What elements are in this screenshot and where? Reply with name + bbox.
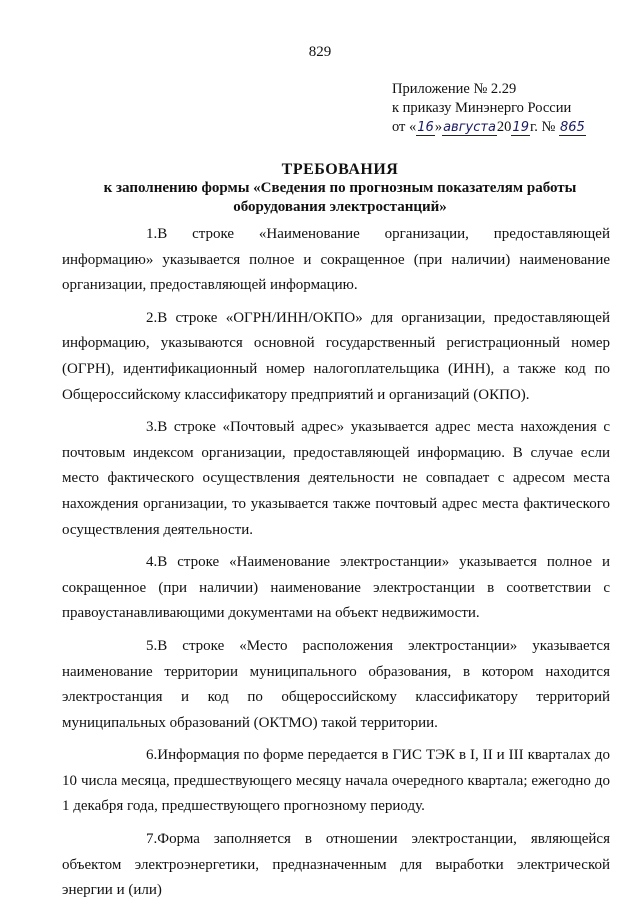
handwritten-day: 16 bbox=[417, 120, 434, 135]
date-year-prefix: 20 bbox=[496, 119, 512, 135]
paragraph-number: 4. bbox=[146, 554, 158, 571]
document-body bbox=[62, 222, 610, 911]
handwritten-year: 19 bbox=[512, 120, 529, 135]
paragraph-text: В строке «Почтовый адрес» указывается адрес места нахождения с почтовым индексом организации, предоставляющей информацию. В случае если место фактического осуществления деятельности не совпадает с адресом места нахождения организации, то указывается также почтовый адрес места фактического осуществления деятельности. bbox=[62, 419, 610, 538]
paragraph-text: В строке «ОГРН/ИНН/ОКПО» для организации, предоставляющей информацию, указываются основной государственный регистрационный номер (ОГРН), идентификационный номер налогоплательщика (ИНН), а также код по Общероссийскому классификатору предприятий и организаций (ОКПО). bbox=[62, 309, 610, 403]
paragraph-5 bbox=[62, 634, 610, 736]
page-number: 829 bbox=[308, 44, 332, 60]
handwritten-order-number: 865 bbox=[560, 120, 585, 135]
date-prefix: от « bbox=[392, 119, 417, 135]
appendix-order-ref: к приказу Минэнерго России bbox=[392, 100, 572, 116]
date-mid: » bbox=[434, 119, 443, 135]
heading-line-3: оборудования электростанций» bbox=[233, 199, 447, 215]
paragraph-text: Информация по форме передается в ГИС ТЭК в I, II и III кварталах до 10 числа месяца, предшествующего месяцу начала очередного квартала; ежегодно до 1 декабря года, предшествующего прогнозному периоду. bbox=[62, 747, 610, 815]
paragraph-number: 1. bbox=[146, 226, 158, 242]
paragraph-1 bbox=[62, 222, 610, 299]
paragraph-number: 6. bbox=[146, 747, 158, 764]
heading-title: ТРЕБОВАНИЯ bbox=[281, 161, 399, 178]
paragraph-7 bbox=[62, 827, 610, 904]
paragraph-number: 2. bbox=[146, 309, 158, 326]
paragraph-text: В строке «Наименование электростанции» указывается полное и сокращенное (при наличии) наименование электростанции в соответствии с правоустанавливающими документами на объект недвижимости. bbox=[62, 554, 610, 622]
appendix-title: Приложение № 2.29 bbox=[392, 81, 517, 97]
appendix-date-line bbox=[392, 118, 586, 137]
paragraph-text: В строке «Наименование организации, предоставляющей информацию» указывается полное и сокращенное (при наличии) наименование организации, предоставляющей информацию. bbox=[62, 226, 610, 294]
paragraph-text: Форма заполняется в отношении электростанции, являющейся объектом электроэнергетики, предназначенным для выработки электрической энергии и (или) bbox=[62, 831, 610, 899]
paragraph-text: В строке «Место расположения электростанции» указывается наименование территории муниципального образования, в котором находится электростанция и код по общероссийскому классификатору территорий муниципальных образований (ОКТМО) такой территории. bbox=[62, 637, 610, 731]
paragraph-4 bbox=[62, 550, 610, 627]
paragraph-number: 7. bbox=[146, 831, 158, 848]
appendix-block bbox=[392, 80, 586, 137]
handwritten-month: августа bbox=[443, 120, 496, 135]
date-year-end: г. № bbox=[529, 119, 556, 135]
document-heading bbox=[60, 160, 620, 217]
paragraph-3 bbox=[62, 415, 610, 543]
paragraph-6 bbox=[62, 743, 610, 820]
heading-line-2: к заполнению формы «Сведения по прогнозным показателям работы bbox=[103, 180, 577, 196]
paragraph-2 bbox=[62, 306, 610, 408]
paragraph-number: 3. bbox=[146, 419, 158, 436]
paragraph-number: 5. bbox=[146, 637, 158, 654]
